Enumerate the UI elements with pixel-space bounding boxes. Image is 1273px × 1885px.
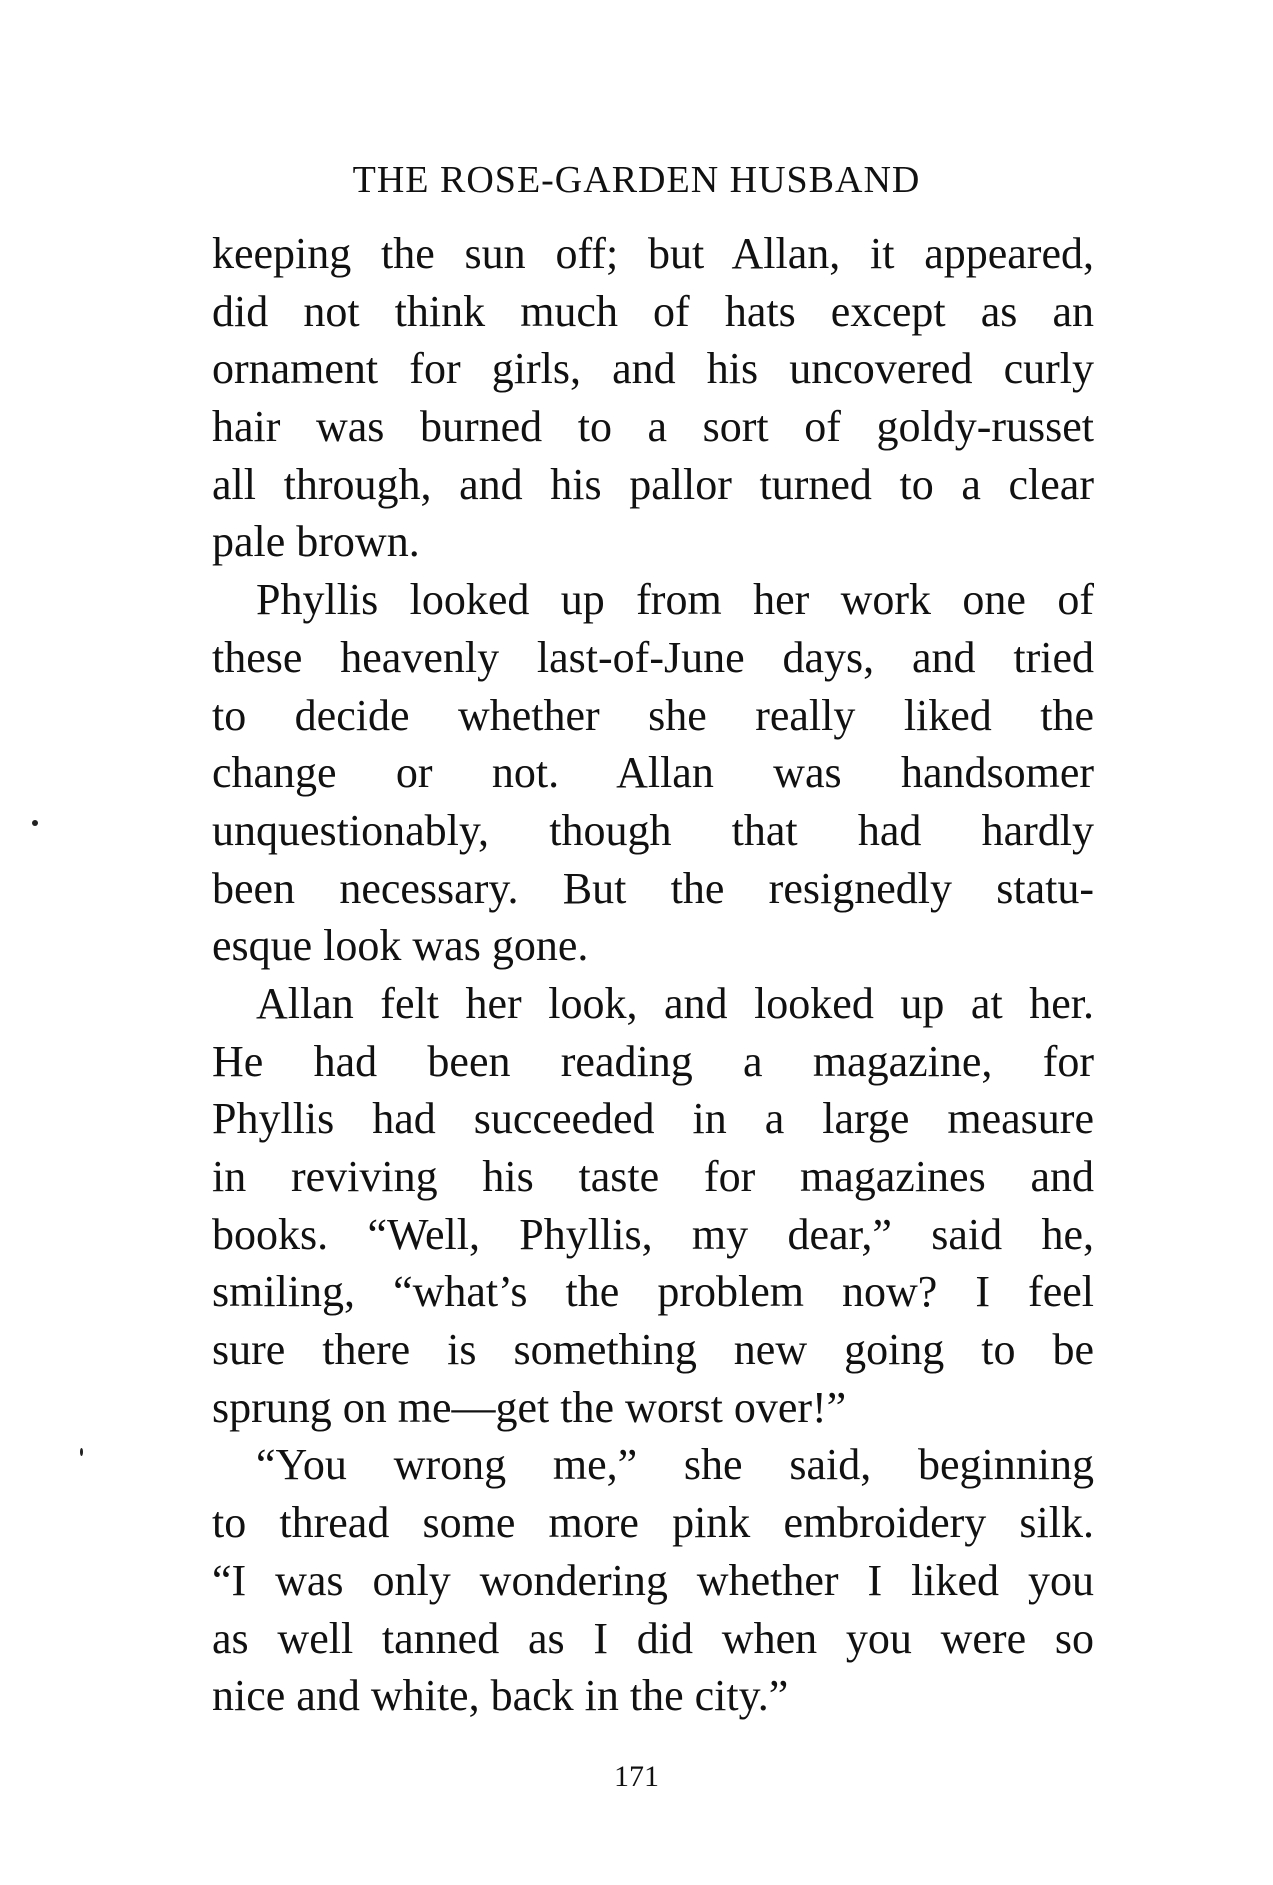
text-line: sure there is something new going to be [212,1325,1094,1375]
text-line: “You wrong me,” she said, beginning [256,1440,1094,1490]
text-line: hair was burned to a sort of goldy-russet [212,402,1094,452]
running-head: THE ROSE-GARDEN HUSBAND [352,159,921,201]
text-line: ornament for girls, and his uncovered curly [212,344,1094,394]
text-line: “I was only wondering whether I liked you [212,1555,1094,1605]
text-line: did not think much of hats except as an [212,286,1094,336]
text-line: to thread some more pink embroidery silk. [212,1498,1094,1548]
print-speck [32,820,38,826]
text-line: He had been reading a magazine, for [212,1036,1094,1086]
print-speck [80,1448,83,1456]
text-line: change or not. Allan was handsomer [212,748,1094,798]
text-line: Allan felt her look, and looked up at her. [256,978,1094,1028]
text-line: pale brown. [212,517,420,567]
text-line: nice and white, back in the city.” [212,1671,789,1721]
text-line: all through, and his pallor turned to a clear [212,459,1094,509]
text-line: Phyllis looked up from her work one of [256,575,1094,625]
text-line: keeping the sun off; but Allan, it appeared, [212,229,1094,278]
text-line: unquestionably, though that had hardly [212,805,1094,855]
text-line: these heavenly last-of-June days, and tried [212,632,1094,682]
text-line: to decide whether she really liked the [212,690,1094,740]
body-text [212,225,1094,1725]
text-line: esque look was gone. [212,921,589,971]
page-number: 171 [614,1760,659,1793]
text-line: books. “Well, Phyllis, my dear,” said he, [212,1209,1094,1259]
text-line: as well tanned as I did when you were so [212,1613,1094,1663]
text-line: in reviving his taste for magazines and [212,1152,1094,1201]
text-line: sprung on me—get the worst over!” [212,1382,847,1432]
text-line: been necessary. But the resignedly statu- [212,863,1094,913]
text-line: Phyllis had succeeded in a large measure [212,1094,1094,1144]
text-line: smiling, “what’s the problem now? I feel [212,1267,1094,1317]
